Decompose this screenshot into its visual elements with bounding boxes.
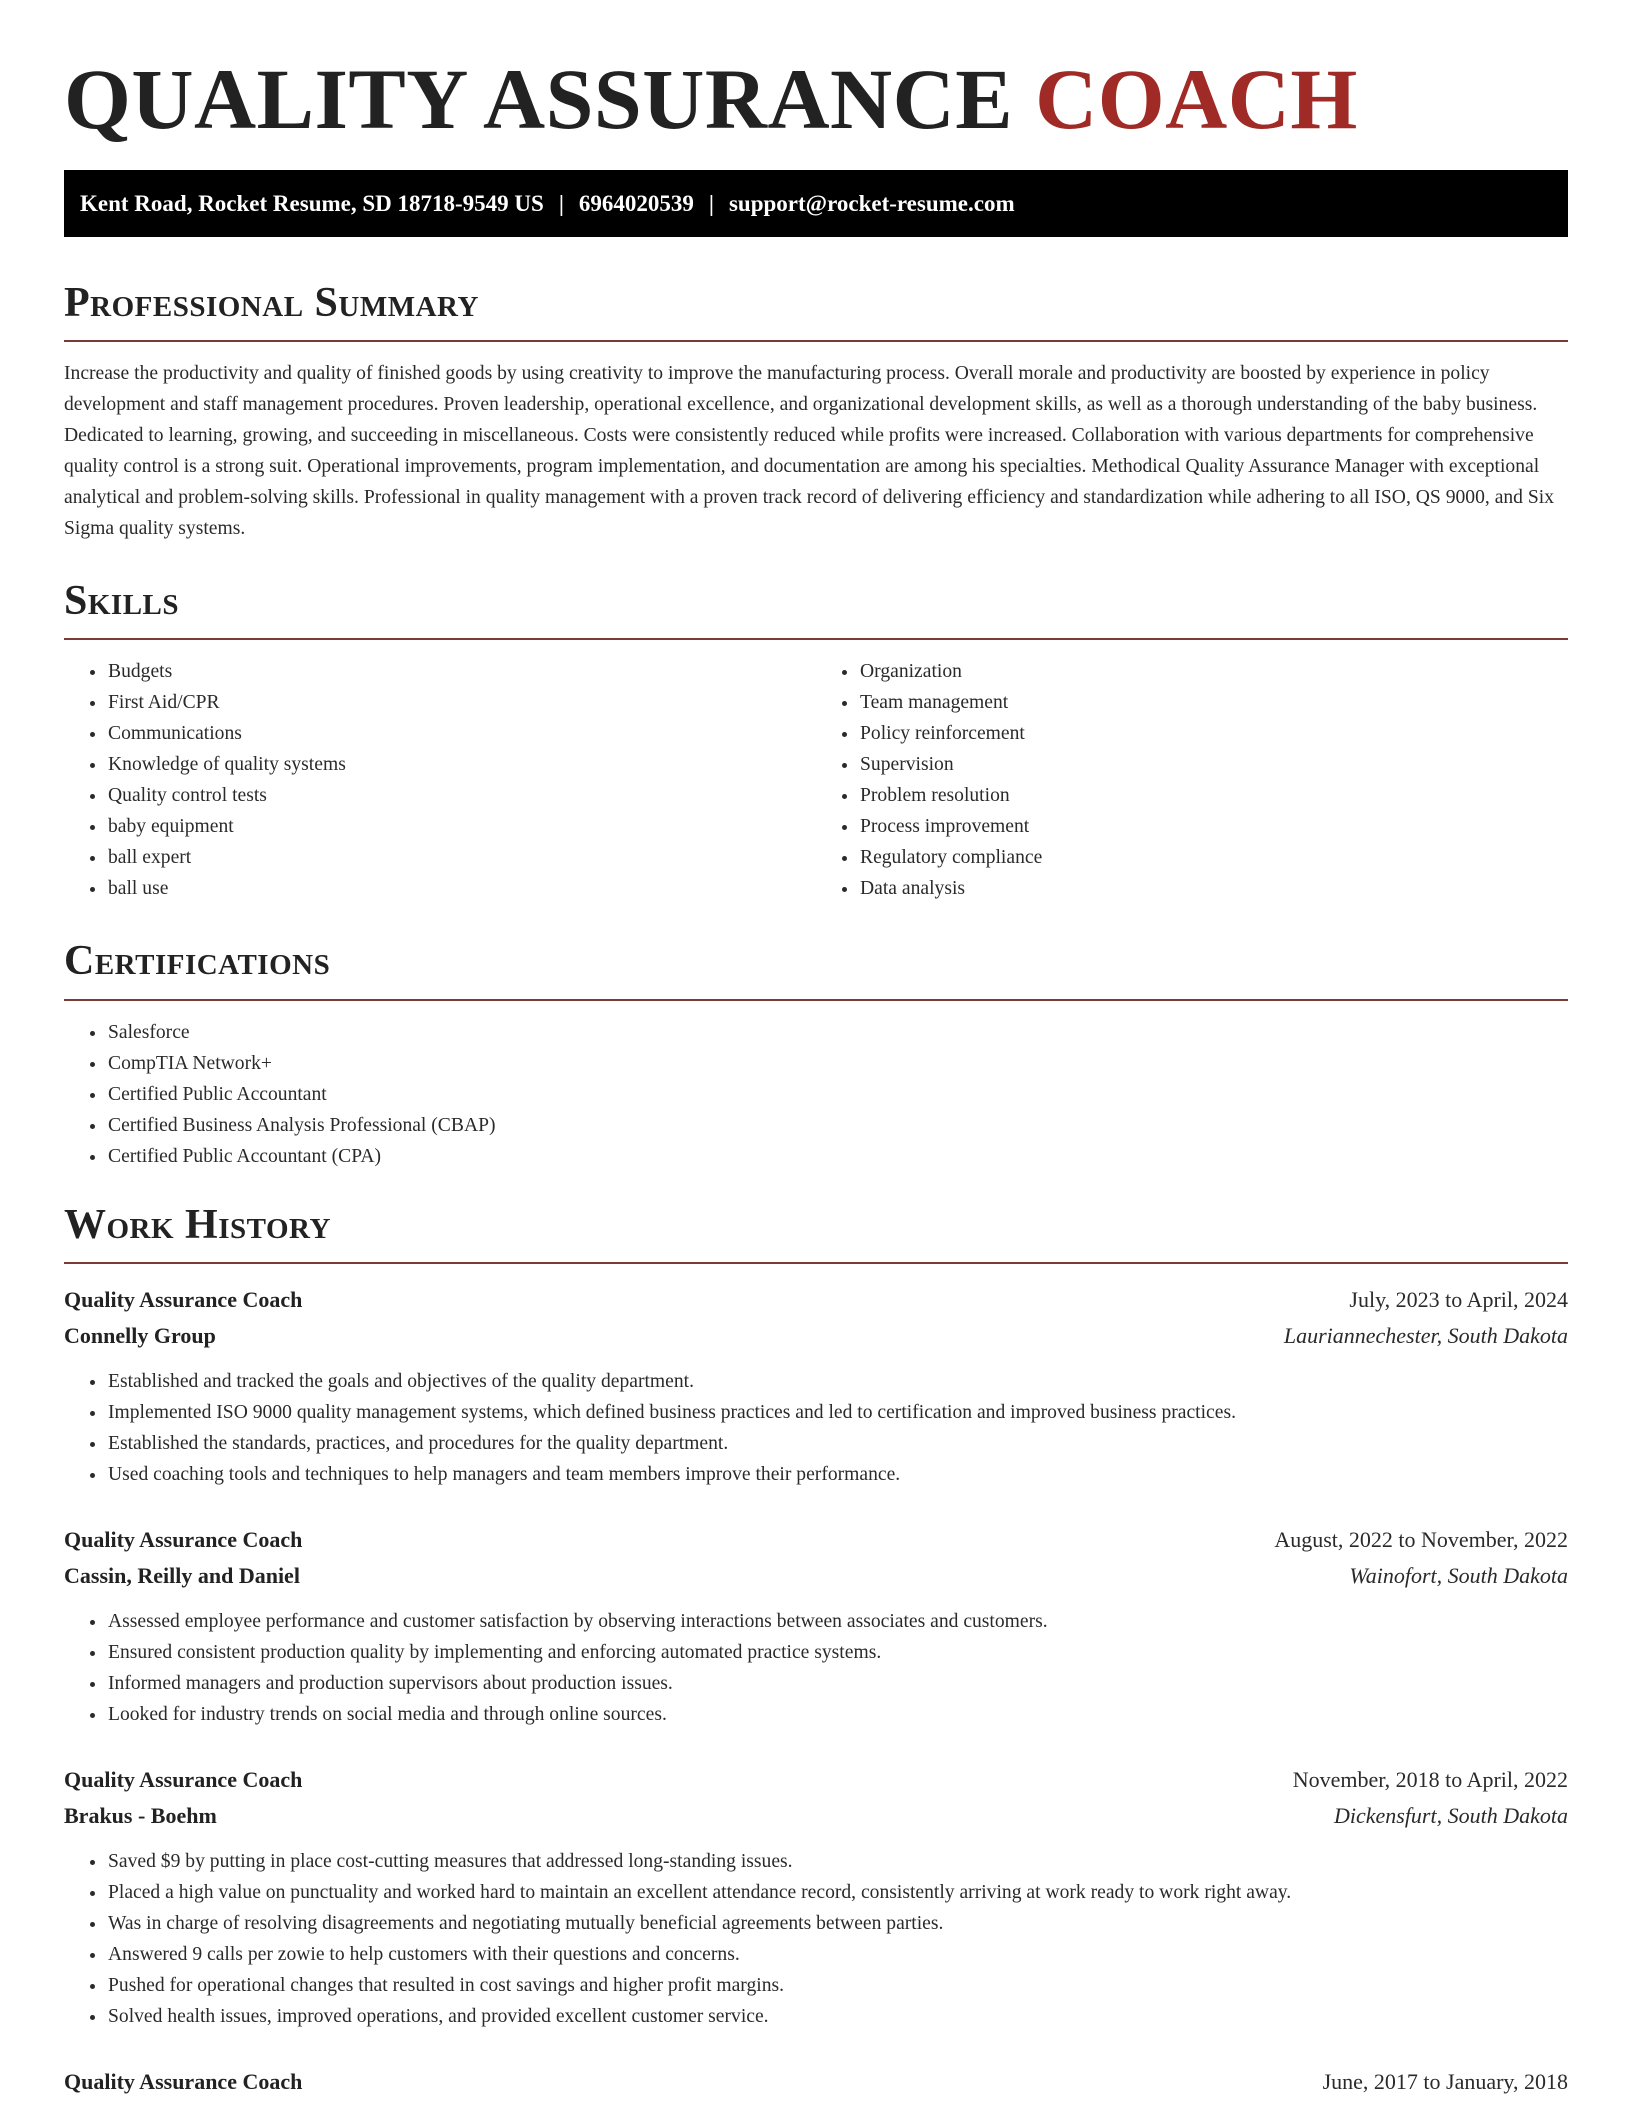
skill-item: • Quality control tests: [107, 780, 816, 811]
skill-item: • First Aid/CPR: [107, 687, 816, 718]
skill-item: • ball use: [107, 873, 816, 904]
skills-section: [64, 578, 1568, 904]
skill-item: • Team management: [859, 687, 1568, 718]
contact-separator: |: [558, 190, 564, 216]
skills-list-left: [64, 656, 816, 904]
job-bullet: • Ensured consistent production quality by implementing and enforcing automated practice systems.: [107, 1637, 1568, 1668]
job-dates: August, 2022 to November, 2022: [1274, 1526, 1568, 1552]
job-dates: June, 2017 to January, 2018: [1322, 2068, 1568, 2094]
skill-item: • Problem resolution: [859, 780, 1568, 811]
contact-address: Kent Road, Rocket Resume, SD 18718-9549 US: [80, 190, 544, 216]
job-bullet: • Informed managers and production supervisors about production issues.: [107, 1668, 1568, 1699]
job-bullet: • Saved $9 by putting in place cost-cutting measures that addressed long-standing issues.: [107, 1846, 1568, 1877]
job-entry: [64, 1762, 1568, 2032]
skill-item: • Data analysis: [859, 873, 1568, 904]
resume-name-heading: [64, 51, 1568, 147]
skill-item: • Budgets: [107, 656, 816, 687]
job-header-row: [64, 1522, 1568, 1558]
professional-summary-section: [64, 280, 1568, 544]
job-bullet: • Looked for industry trends on social media and through online sources.: [107, 1699, 1568, 1730]
job-company: Connelly Group: [64, 1322, 216, 1348]
job-location: Dickensfurt, South Dakota: [1333, 1802, 1568, 1828]
job-bullets: [64, 1846, 1568, 2032]
section-divider: [64, 999, 1568, 1001]
job-header-row: [64, 1282, 1568, 1318]
job-bullets: [64, 1606, 1568, 1730]
job-header-row: [64, 1762, 1568, 1798]
job-bullet: • Established and tracked the goals and objectives of the quality department.: [107, 1366, 1568, 1397]
summary-text: Increase the productivity and quality of finished goods by using creativity to improve the manufacturing process. Overall morale and productivity are boosted by experience in policy development and staff management procedures. Proven leadership, operational excellence, and organizational development skills, as well as a thorough understanding of the baby business. Dedicated to learning, growing, and succeeding in miscellaneous. Costs were consistently reduced while profits were increased. Collaboration with various departments for comprehensive quality control is a strong suit. Operational improvements, program implementation, and documentation are among his specialties. Methodical Quality Assurance Manager with exceptional analytical and problem-solving skills. Professional in quality management with a proven track record of delivering efficiency and standardization while adhering to all ISO, QS 9000, and Six Sigma quality systems.: [64, 363, 1555, 540]
job-title: Quality Assurance Coach: [64, 1526, 303, 1552]
contact-bar: [64, 170, 1568, 237]
job-bullet: • Assessed employee performance and customer satisfaction by observing interactions between associates and customers.: [107, 1606, 1568, 1637]
section-title-skills: Skills: [64, 578, 180, 625]
job-bullets: [64, 1366, 1568, 1490]
skill-item: • ball expert: [107, 842, 816, 873]
job-dates: November, 2018 to April, 2022: [1292, 1766, 1568, 1792]
skill-item: • baby equipment: [107, 811, 816, 842]
job-entry: [64, 2064, 1568, 2100]
name-accent: COACH: [1035, 51, 1358, 147]
job-company: Brakus - Boehm: [64, 1802, 217, 1828]
job-location: Wainofort, South Dakota: [1349, 1562, 1568, 1588]
certifications-section: [64, 938, 1568, 1171]
job-bullet: • Placed a high value on punctuality and worked hard to maintain an excellent attendance record, consistently arriving at work ready to work right away.: [107, 1877, 1568, 1908]
job-bullet: • Implemented ISO 9000 quality management systems, which defined business practices and led to certification and improved business practices.: [107, 1397, 1568, 1428]
job-bullet: • Was in charge of resolving disagreements and negotiating mutually beneficial agreements between parties.: [107, 1908, 1568, 1939]
skills-list-right: [816, 656, 1568, 904]
certification-item: • Certified Public Accountant: [107, 1079, 1568, 1110]
certification-item: • Salesforce: [107, 1017, 1568, 1048]
job-bullet: • Used coaching tools and techniques to help managers and team members improve their performance.: [107, 1459, 1568, 1490]
job-company-row: [64, 1558, 1568, 1594]
skill-item: • Regulatory compliance: [859, 842, 1568, 873]
skill-item: • Communications: [107, 718, 816, 749]
section-title-certifications: Certifications: [64, 938, 331, 985]
job-company-row: [64, 1318, 1568, 1354]
certification-item: • Certified Business Analysis Professional (CBAP): [107, 1110, 1568, 1141]
section-title-summary: Professional Summary: [64, 280, 479, 326]
skill-item: • Policy reinforcement: [859, 718, 1568, 749]
section-divider: [64, 340, 1568, 342]
contact-email: support@rocket-resume.com: [728, 190, 1015, 216]
job-company: Cassin, Reilly and Daniel: [64, 1562, 300, 1588]
work-history-section: [64, 1202, 1568, 2100]
job-bullet: • Pushed for operational changes that resulted in cost savings and higher profit margins.: [107, 1970, 1568, 2001]
job-title: Quality Assurance Coach: [64, 1286, 303, 1312]
job-company-row: [64, 1798, 1568, 1834]
certification-item: • CompTIA Network+: [107, 1048, 1568, 1079]
job-bullet: • Established the standards, practices, and procedures for the quality department.: [107, 1428, 1568, 1459]
skill-item: • Knowledge of quality systems: [107, 749, 816, 780]
contact-phone: 6964020539: [578, 190, 694, 216]
certifications-list: [64, 1017, 1568, 1172]
skills-columns: [64, 640, 1568, 904]
job-bullet: • Solved health issues, improved operations, and provided excellent customer service.: [107, 2001, 1568, 2032]
job-location: Lauriannechester, South Dakota: [1283, 1322, 1568, 1348]
job-dates: July, 2023 to April, 2024: [1349, 1286, 1568, 1312]
job-entry: [64, 1522, 1568, 1730]
skill-item: • Supervision: [859, 749, 1568, 780]
section-title-work-history: Work History: [64, 1201, 331, 1248]
name-main: QUALITY ASSURANCE: [64, 51, 1014, 147]
job-title: Quality Assurance Coach: [64, 1766, 303, 1792]
certification-item: • Certified Public Accountant (CPA): [107, 1141, 1568, 1172]
section-divider: [64, 1262, 1568, 1264]
skill-item: • Organization: [859, 656, 1568, 687]
job-header-row: [64, 2064, 1568, 2100]
job-title: Quality Assurance Coach: [64, 2068, 303, 2094]
job-bullet: • Answered 9 calls per zowie to help customers with their questions and concerns.: [107, 1939, 1568, 1970]
skill-item: • Process improvement: [859, 811, 1568, 842]
contact-separator: |: [708, 190, 714, 216]
job-entry: [64, 1282, 1568, 1490]
